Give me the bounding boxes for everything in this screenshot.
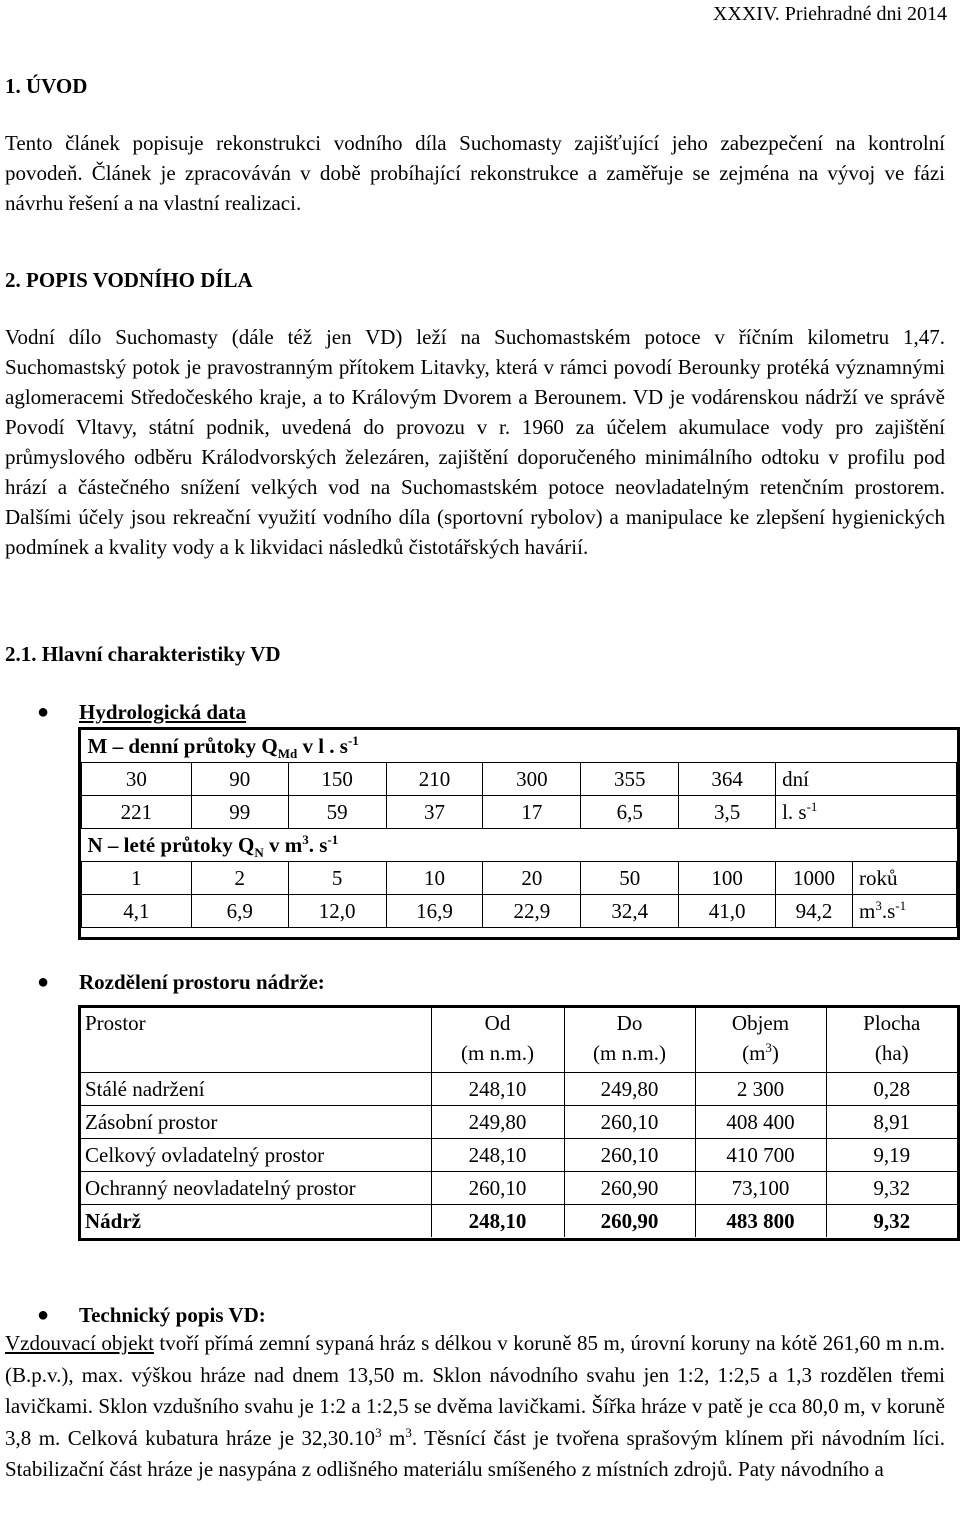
space-cell: Ochranný neovladatelný prostor xyxy=(81,1172,431,1205)
space-cell: 260,10 xyxy=(564,1139,695,1172)
m-flow-cell: 3,5 xyxy=(679,796,776,829)
space-row xyxy=(81,1139,957,1172)
n-flow-cell: 32,4 xyxy=(581,895,679,928)
m-flow-cell: 221 xyxy=(82,796,192,829)
technical-label: Technický popis VD: xyxy=(79,1303,266,1327)
col-od: Od (m n.m.) xyxy=(431,1008,564,1073)
running-header: XXXIV. Priehradné dni 2014 xyxy=(712,3,947,25)
m-day-cell: 30 xyxy=(82,763,192,796)
n-flows-row xyxy=(82,895,957,928)
m-flows-unit: l. $s^{-1}$ xyxy=(776,796,957,829)
col-do: Do (m n.m.) xyxy=(564,1008,695,1073)
n-title-row xyxy=(82,829,957,862)
n-year-cell: 1000 xyxy=(776,862,853,895)
n-flow-cell: 94,2 xyxy=(776,895,853,928)
n-year-cell: 5 xyxy=(288,862,386,895)
n-flow-cell: 4,1 xyxy=(82,895,192,928)
col-objem: Objem $(m^3)$ xyxy=(695,1008,826,1073)
space-cell: 8,91 xyxy=(826,1106,957,1139)
n-year-cell: 2 xyxy=(191,862,288,895)
space-cell: 249,80 xyxy=(431,1106,564,1139)
m-days-unit: dní xyxy=(776,763,957,796)
m-title-row xyxy=(82,730,957,763)
n-years-unit: roků xyxy=(853,862,957,895)
hydrology-label: Hydrologická data xyxy=(79,700,247,724)
total-cell: Nádrž xyxy=(81,1205,431,1238)
m-day-cell: 355 xyxy=(581,763,679,796)
description-heading: 2. POPIS VODNÍHO DÍLA xyxy=(5,268,253,292)
n-year-cell: 50 xyxy=(581,862,679,895)
n-flow-cell: 41,0 xyxy=(679,895,776,928)
total-cell: 483 800 xyxy=(695,1205,826,1238)
space-table xyxy=(81,1008,957,1237)
space-cell: 260,90 xyxy=(564,1172,695,1205)
intro-paragraph: Tento článek popisuje rekonstrukci vodního díla Suchomasty zajišťující jeho zabezpečení na kontrolní povodeň. Článek je zpracováván v době probíhající rekonstrukce a zaměřuje se zejména na vývoj ve fázi návrhu řešení a na vlastní realizaci. xyxy=(5,131,945,215)
m-days-row xyxy=(82,763,957,796)
total-cell: 9,32 xyxy=(826,1205,957,1238)
space-cell: Zásobní prostor xyxy=(81,1106,431,1139)
characteristics-heading: 2.1. Hlavní charakteristiky VD xyxy=(5,642,281,666)
n-title-cell: N – leté průtoky $Q_N$ v $m^3$. $s^{-1}$ xyxy=(82,829,957,862)
bullet-icon: ● xyxy=(37,701,50,723)
space-cell: 2 300 xyxy=(695,1073,826,1106)
space-cell: 73,100 xyxy=(695,1172,826,1205)
space-cell: 9,19 xyxy=(826,1139,957,1172)
space-cell: 260,10 xyxy=(564,1106,695,1139)
m-flows-row xyxy=(82,796,957,829)
n-year-cell: 10 xyxy=(386,862,483,895)
m-day-cell: 210 xyxy=(386,763,483,796)
col-prostor: Prostor xyxy=(81,1008,431,1073)
m-flow-cell: 17 xyxy=(483,796,581,829)
total-cell: 248,10 xyxy=(431,1205,564,1238)
intro-heading: 1. ÚVOD xyxy=(5,74,88,98)
space-label: Rozdělení prostoru nádrže: xyxy=(79,970,325,994)
m-flow-cell: 37 xyxy=(386,796,483,829)
col-plocha: Plocha (ha) xyxy=(826,1008,957,1073)
m-day-cell: 150 xyxy=(288,763,386,796)
technical-paragraph: Vzdouvací objekt tvoří přímá zemní sypaná hráz s délkou v koruně 85 m, úrovní koruny na kótě 261,60 m n.m. (B.p.v.), max. výškou hráze nad dnem 13,50 m. Sklon návodního svahu jen 1:2, 1:2,5 a 1,3 rozdělen třemi lavičkami. Sklon vzdušního svahu je 1:2 a 1:2,5 se dvěma lavičkami. Šířka hráze v patě je cca 80,0 m, v koruně 3,8 m. Celková kubatura hráze je 32,30.10$^3$ $m^3$. Těsnící část je tvořena sprašovým klínem při návodním líci. Stabilizační část hráze je nasypána z odlišného materiálu smíšeného z místních zdrojů. Paty návodního a xyxy=(5,1331,945,1481)
hydrology-table xyxy=(81,730,957,928)
space-cell: 248,10 xyxy=(431,1139,564,1172)
space-cell: 0,28 xyxy=(826,1073,957,1106)
space-row xyxy=(81,1106,957,1139)
m-day-cell: 300 xyxy=(483,763,581,796)
space-cell: 260,10 xyxy=(431,1172,564,1205)
n-year-cell: 100 xyxy=(679,862,776,895)
total-cell: 260,90 xyxy=(564,1205,695,1238)
space-row xyxy=(81,1073,957,1106)
n-years-row xyxy=(82,862,957,895)
space-cell: 248,10 xyxy=(431,1073,564,1106)
bullet-icon: ● xyxy=(37,971,50,993)
m-day-cell: 364 xyxy=(679,763,776,796)
space-cell: 249,80 xyxy=(564,1073,695,1106)
space-cell: 9,32 xyxy=(826,1172,957,1205)
m-day-cell: 90 xyxy=(191,763,288,796)
n-flow-cell: 6,9 xyxy=(191,895,288,928)
n-flow-cell: 22,9 xyxy=(483,895,581,928)
n-flows-unit: $m^3.s^{-1}$ xyxy=(853,895,957,928)
space-cell: 410 700 xyxy=(695,1139,826,1172)
m-flow-cell: 6,5 xyxy=(581,796,679,829)
n-flow-cell: 16,9 xyxy=(386,895,483,928)
n-year-cell: 1 xyxy=(82,862,192,895)
bullet-icon: ● xyxy=(37,1304,50,1326)
m-flow-cell: 59 xyxy=(288,796,386,829)
technical-link: Vzdouvací objekt xyxy=(5,1331,154,1355)
space-header-row xyxy=(81,1008,957,1073)
description-paragraph: Vodní dílo Suchomasty (dále též jen VD) leží na Suchomastském potoce v říčním kilometru 1,47. Suchomastský potok je pravostranným přítokem Litavky, která v rámci povodí Berounky protéká významnými aglomeracemi Středočeského kraje, a to Královým Dvorem a Berounem. VD je vodárenskou nádrží ve správě Povodí Vltavy, státní podnik, uvedená do provozu v r. 1960 za účelem akumulace vody pro zajištění průmyslového odběru Králodvorských železáren, zajištění doporučeného minimálního odtoku v profilu pod hrází a částečného snížení velkých vod na Suchomastském potoce neovladatelným retenčním prostorem. Dalšími účely jsou rekreační využití vodního díla (sportovní rybolov) a manipulace ke zlepšení hygienických podmínek a kvality vody a k likvidaci následků čistotářských havárií. xyxy=(5,325,945,559)
space-row xyxy=(81,1172,957,1205)
space-cell: Stálé nadržení xyxy=(81,1073,431,1106)
m-title-cell: M – denní průtoky $Q_{Md}$ v l . $s^{-1}$ xyxy=(87,733,359,762)
space-cell: Celkový ovladatelný prostor xyxy=(81,1139,431,1172)
space-total-row xyxy=(81,1205,957,1238)
space-cell: 408 400 xyxy=(695,1106,826,1139)
m-flow-cell: 99 xyxy=(191,796,288,829)
n-flow-cell: 12,0 xyxy=(288,895,386,928)
n-year-cell: 20 xyxy=(483,862,581,895)
